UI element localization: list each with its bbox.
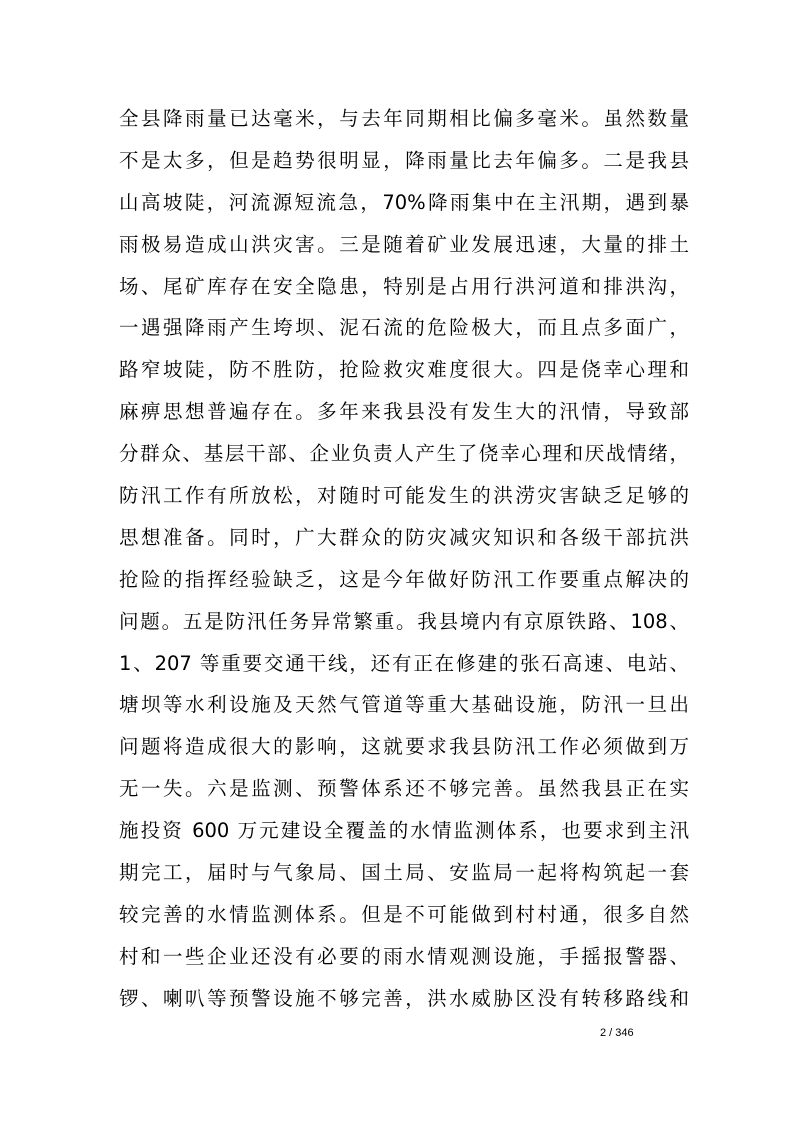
text-line: 场、尾矿库存在安全隐患，特别是占用行洪河道和排洪沟， (119, 274, 689, 298)
text-line: 山高坡陡，河流源短流急，70%降雨集中在主汛期，遇到暴 (119, 190, 689, 214)
text-line: 路窄坡陡，防不胜防，抢险救灾难度很大。四是侥幸心理和 (119, 358, 689, 382)
text-line: 麻痹思想普遍存在。多年来我县没有发生大的汛情，导致部 (119, 400, 689, 424)
body-text (119, 98, 689, 1020)
text-line: 雨极易造成山洪灾害。三是随着矿业发展迅速，大量的排土 (119, 232, 689, 256)
text-line: 无一失。六是监测、预警体系还不够完善。虽然我县正在实 (119, 777, 689, 801)
text-line: 村和一些企业还没有必要的雨水情观测设施，手摇报警器、 (119, 944, 689, 968)
text-line: 不是太多，但是趋势很明显，降雨量比去年偏多。二是我县 (119, 148, 689, 172)
text-line: 塘坝等水利设施及天然气管道等重大基础设施，防汛一旦出 (119, 693, 689, 717)
text-line: 分群众、基层干部、企业负责人产生了侥幸心理和厌战情绪， (119, 442, 689, 466)
page-number: 2 / 346 (600, 1027, 634, 1039)
text-line: 施投资 600 万元建设全覆盖的水情监测体系，也要求到主汛 (119, 819, 689, 843)
text-line: 锣、喇叭等预警设施不够完善，洪水威胁区没有转移路线和 (119, 986, 689, 1010)
text-line: 一遇强降雨产生垮坝、泥石流的危险极大，而且点多面广， (119, 316, 689, 340)
text-line: 较完善的水情监测体系。但是不可能做到村村通，很多自然 (119, 902, 689, 926)
text-line: 抢险的指挥经验缺乏，这是今年做好防汛工作要重点解决的 (119, 567, 689, 591)
text-line: 1、207 等重要交通干线，还有正在修建的张石高速、电站、 (119, 651, 689, 675)
text-line: 问题将造成很大的影响，这就要求我县防汛工作必须做到万 (119, 735, 689, 759)
text-line: 问题。五是防汛任务异常繁重。我县境内有京原铁路、108、 (119, 609, 689, 633)
text-line: 防汛工作有所放松，对随时可能发生的洪涝灾害缺乏足够的 (119, 484, 689, 508)
text-line: 思想准备。同时，广大群众的防灾减灾知识和各级干部抗洪 (119, 525, 689, 549)
text-line: 期完工，届时与气象局、国土局、安监局一起将构筑起一套 (119, 861, 689, 885)
text-line: 全县降雨量已达毫米，与去年同期相比偏多毫米。虽然数量 (119, 107, 689, 130)
